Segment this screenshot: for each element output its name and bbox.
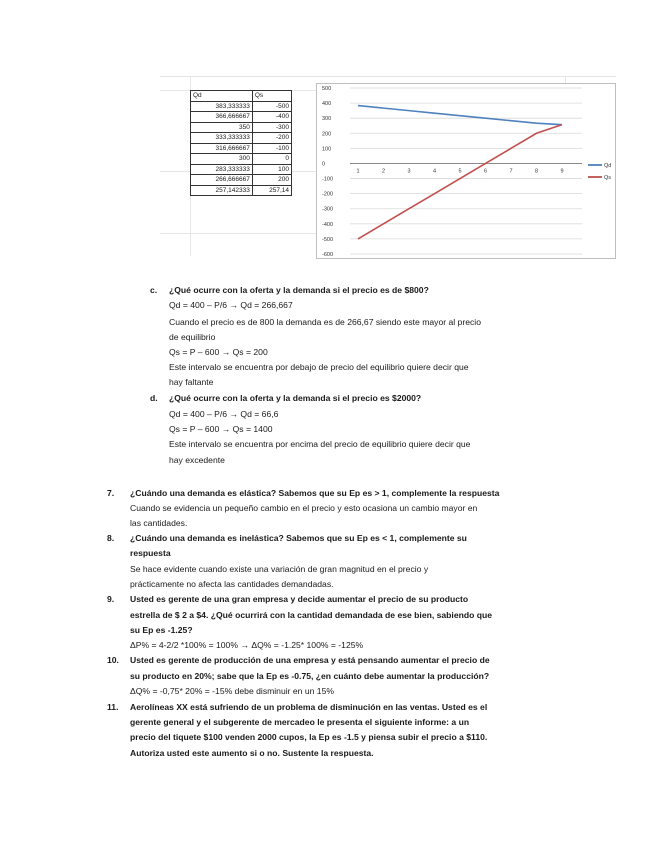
question-9-text: estrella de $ 2 a $4. ¿Qué ocurrirá con la cantidad demandada de ese bien, sabiendo que	[130, 610, 493, 620]
cell-qs: -200	[252, 133, 291, 144]
legend-label-qs: Qs	[604, 175, 612, 181]
y-tick-label: 200	[322, 131, 332, 138]
x-tick-label: 5	[458, 168, 462, 175]
question-11-text: Autoriza usted este aumento si o no. Sustente la respuesta.	[130, 748, 374, 758]
x-tick-label: 6	[483, 168, 488, 175]
section-c-marker: c.	[150, 285, 158, 295]
section-c-line: Cuando el precio es de 800 la demanda es de 266,67 siendo este mayor al precio	[169, 317, 481, 327]
section-d-question: ¿Qué ocurre con la oferta y la demanda si el precio es $2000?	[169, 393, 422, 403]
question-8-number: 8.	[107, 533, 115, 543]
cell-qd: 383,333333	[191, 101, 253, 112]
section-c-line: de equilibrio	[169, 332, 216, 342]
section-c-line: Qs = P – 600 → Qs = 200	[169, 347, 268, 357]
section-c-line: Este intervalo se encuentra por debajo de precio del equilibrio quiere decir que	[169, 362, 469, 372]
x-tick-label: 4	[432, 168, 437, 175]
section-d-marker: d.	[150, 393, 158, 403]
x-tick-label: 8	[534, 168, 539, 175]
y-tick-label: -200	[322, 191, 334, 198]
y-tick-label: -300	[322, 206, 334, 213]
cell-qs: -400	[252, 112, 291, 123]
question-7-answer: Cuando se evidencia un pequeño cambio en el precio y esto ocasiona un cambio mayor en	[130, 503, 478, 513]
table-row	[191, 101, 292, 112]
x-tick-label: 9	[560, 168, 564, 175]
table-header-row	[191, 91, 292, 102]
y-tick-label: -400	[322, 221, 334, 228]
chart-frame	[317, 84, 616, 259]
cell-qs: 200	[252, 175, 291, 186]
y-tick-label: 0	[322, 161, 326, 168]
legend-label-qd: Qd	[604, 163, 612, 169]
cell-qs: -500	[252, 101, 291, 112]
y-tick-label: 400	[322, 101, 332, 108]
column-header-qd: Qd	[191, 91, 253, 102]
cell-qd: 366,666667	[191, 112, 253, 123]
cell-qd: 333,333333	[191, 133, 253, 144]
section-c-line: hay faltante	[169, 377, 214, 387]
y-tick-label: 500	[322, 86, 332, 92]
cell-qd: 266,666667	[191, 175, 253, 186]
question-11-number: 11.	[107, 702, 119, 712]
question-10-text: su producto en 20%; sabe que la Ep es -0.75, ¿en cuánto debe aumentar la producción?	[130, 671, 490, 681]
question-7-text: ¿Cuándo una demanda es elástica? Sabemos que su Ep es > 1, complemente la respuesta	[130, 488, 500, 498]
cell-qs: 257,14	[252, 185, 291, 196]
section-c-line: Qd = 400 – P/6 → Qd = 266,667	[169, 300, 293, 310]
table-row	[191, 175, 292, 186]
cell-qs: -100	[252, 143, 291, 154]
qd-qs-line-chart	[316, 83, 616, 259]
question-9-text: Usted es gerente de una gran empresa y decide aumentar el precio de su producto	[130, 594, 469, 604]
cell-qs: 100	[252, 164, 291, 175]
cell-qs: 0	[252, 154, 291, 165]
section-d-line: Qd = 400 – P/6 → Qd = 66,6	[169, 409, 279, 419]
question-8-answer: prácticamente no afecta las cantidades demandadas.	[130, 579, 334, 589]
section-d-line: Qs = P – 600 → Qs = 1400	[169, 424, 273, 434]
question-7-answer: las cantidades.	[130, 518, 188, 528]
y-tick-label: 300	[322, 116, 332, 123]
x-tick-label: 7	[509, 168, 513, 175]
section-d-line: hay excedente	[169, 455, 225, 465]
y-tick-label: -100	[322, 176, 334, 183]
question-8-text: respuesta	[130, 548, 171, 558]
table-row	[191, 164, 292, 175]
question-8-answer: Se hace evidente cuando existe una variación de gran magnitud en el precio y	[130, 564, 429, 574]
question-11-text: precio del tiquete $100 venden 2000 cupos, la Ep es -1.5 y piensa subir el precio a $110.	[130, 732, 488, 742]
y-tick-label: -600	[322, 252, 334, 258]
x-tick-label: 3	[407, 168, 411, 175]
table-row	[191, 133, 292, 144]
cell-qd: 316,666667	[191, 143, 253, 154]
question-11-text: gerente general y el subgerente de mercadeo le presenta el siguiente informe: a un	[130, 717, 470, 727]
cell-qs: -300	[252, 122, 291, 133]
question-10-number: 10.	[107, 655, 119, 665]
section-c-question: ¿Qué ocurre con la oferta y la demanda si el precio es de $800?	[169, 285, 429, 295]
table-row	[191, 143, 292, 154]
question-9-number: 9.	[107, 594, 115, 604]
y-tick-label: -500	[322, 236, 334, 243]
y-tick-label: 100	[322, 146, 332, 153]
x-tick-label: 1	[356, 168, 360, 175]
table-row	[191, 122, 292, 133]
question-8-text: ¿Cuándo una demanda es inelástica? Sabemos que su Ep es < 1, complemente su	[130, 533, 467, 543]
question-9-text: su Ep es -1.25?	[130, 625, 193, 635]
cell-qd: 300	[191, 154, 253, 165]
question-11-text: Aerolíneas XX está sufriendo de un problema de disminución en las ventas. Usted es el	[130, 702, 488, 712]
question-9-answer: ΔP% = 4-2/2 *100% = 100% → ΔQ% = -1.25* 100% = -125%	[130, 640, 364, 650]
cell-qd: 350	[191, 122, 253, 133]
question-10-text: Usted es gerente de producción de una empresa y está pensando aumentar el precio de	[130, 655, 490, 665]
column-header-qs: Qs	[252, 91, 291, 102]
x-tick-label: 2	[381, 168, 386, 175]
table-row	[191, 185, 292, 196]
cell-qd: 283,333333	[191, 164, 253, 175]
section-d-line: Este intervalo se encuentra por encima del precio de equilibrio quiere decir que	[169, 439, 471, 449]
question-10-answer: ΔQ% = -0,75* 20% = -15% debe disminuir en un 15%	[130, 686, 334, 696]
qd-qs-table	[190, 90, 292, 196]
table-row	[191, 112, 292, 123]
table-row	[191, 154, 292, 165]
question-7-number: 7.	[107, 488, 115, 498]
cell-qd: 257,142333	[191, 185, 253, 196]
